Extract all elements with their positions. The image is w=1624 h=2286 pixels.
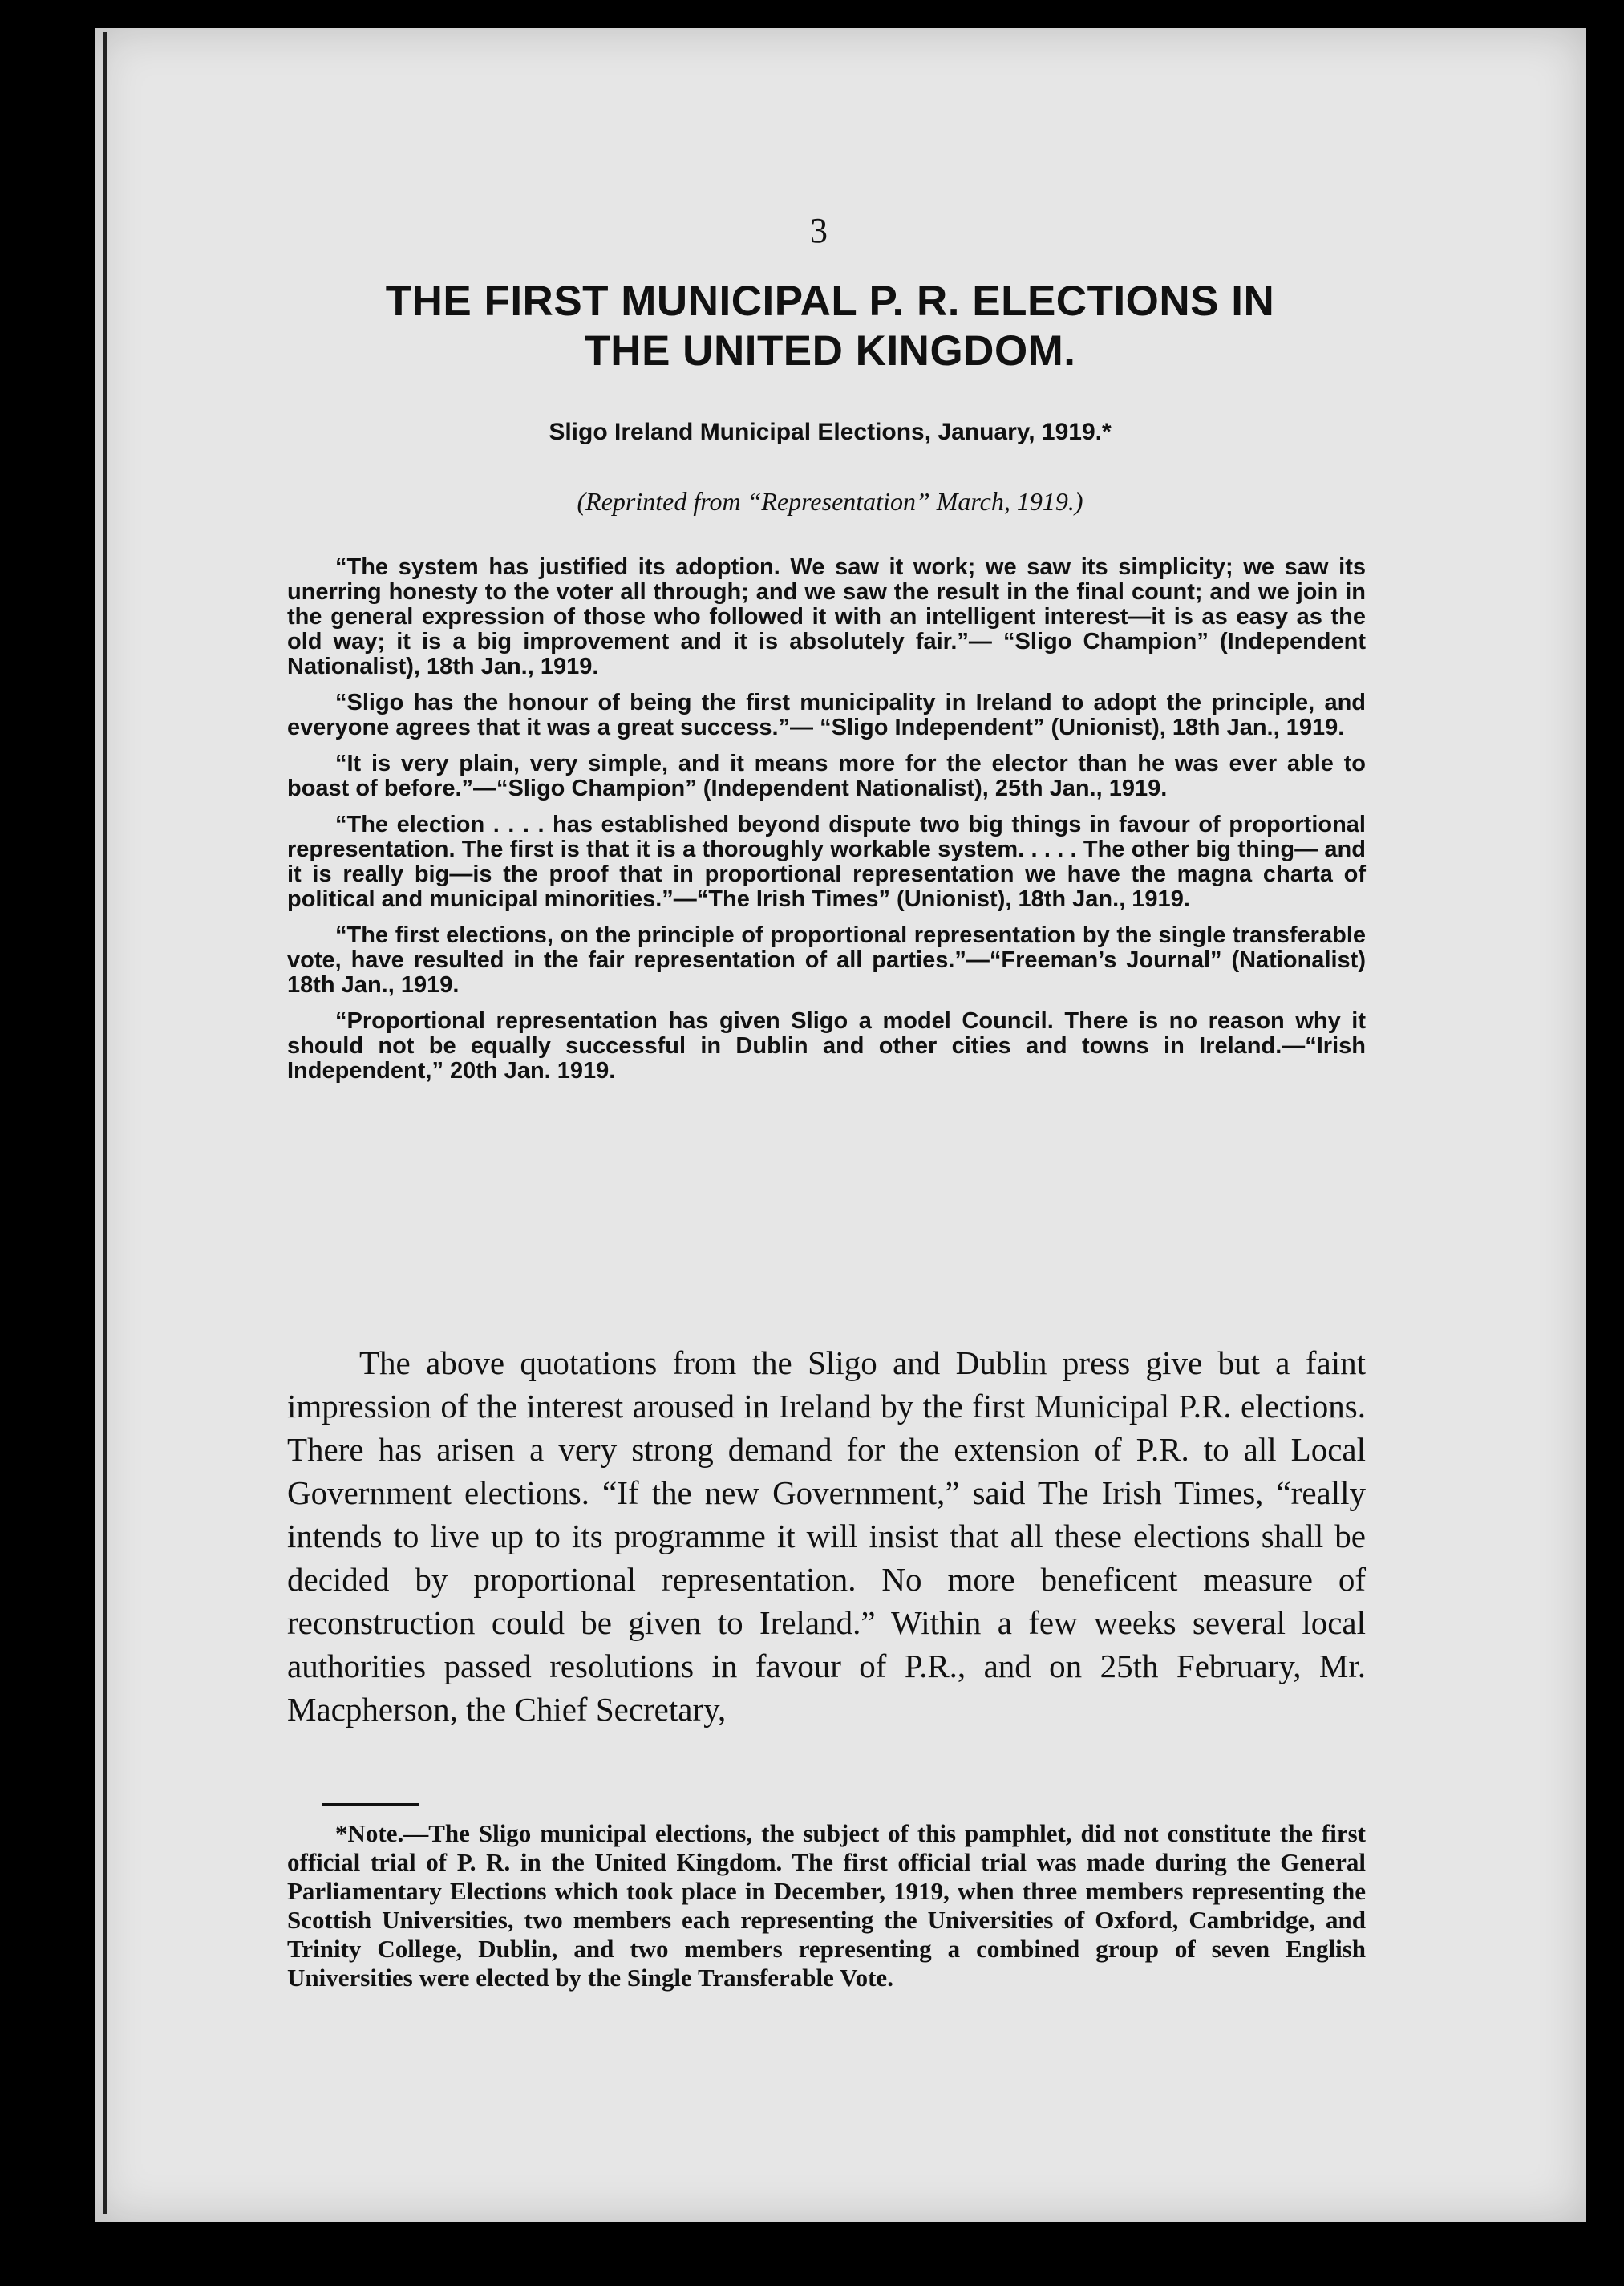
page-edge-rule bbox=[103, 32, 107, 2214]
quote-paragraph: “The first elections, on the principle of proportional representation by the single transferable vote, have resulted in the fair representation of all parties.”—“Freeman’s Journal” (Nationalist) 18th Jan., 1919. bbox=[287, 922, 1366, 998]
title-line-1: THE FIRST MUNICIPAL P. R. ELECTIONS IN bbox=[385, 278, 1275, 325]
quote-paragraph: “The election . . . . has established beyond dispute two big things in favour of proportional representation. The first is that it is a thoroughly workable system. . . . . The other big thing— and it is really big—is the proof that in proportional representation we have the magna charta of political and municipal minorities.”—“The Irish Times” (Unionist), 18th Jan., 1919. bbox=[287, 812, 1366, 912]
quote-paragraph: “Proportional representation has given Sligo a model Council. There is no reason why it should not be equally successful in Dublin and other cities and towns in Ireland.—“Irish Independent,” 20th Jan. 1919. bbox=[287, 1008, 1366, 1084]
page-number: 3 bbox=[810, 211, 828, 250]
footnote-text: *Note.—The Sligo municipal elections, the subject of this pamphlet, did not constitute the first official trial of P. R. in the United Kingdom. The first official trial was made during the General Parliamentary Elections which took place in December, 1919, when three members representing the Scottish Universities, two members each representing the Universities of Oxford, Cambridge, and Trinity College, Dublin, and two members representing a combined group of seven English Universities were elected by the Single Transferable Vote. bbox=[287, 1819, 1366, 1992]
body-paragraph bbox=[287, 1341, 1366, 1731]
page-title bbox=[241, 277, 1419, 376]
reprint-note: (Reprinted from “Representation” March, 1919.) bbox=[577, 487, 1083, 516]
body-text: The above quotations from the Sligo and Dublin press give but a faint impression of the interest aroused in Ireland by the first Municipal P.R. elections. There has arisen a very strong demand for the extension of P.R. to all Local Government elections. “If the new Government,” said The Irish Times, “really intends to live up to its programme it will insist that all these elections shall be decided by proportional representation. No more beneficent measure of reconstruction could be given to Ireland.” Within a few weeks several local authorities passed resolutions in favour of P.R., and on 25th February, Mr. Macpherson, the Chief Secretary, bbox=[287, 1344, 1366, 1728]
footnote bbox=[287, 1819, 1366, 1992]
quote-paragraph: “The system has justified its adoption. We saw it work; we saw its simplicity; we saw its unerring honesty to the voter all through; and we saw the result in the final count; and we join in the general expression of those who followed it with an intelligent interest—it is as easy as the old way; it is a big improvement and it is absolutely fair.”— “Sligo Champion” (Independent Nationalist), 18th Jan., 1919. bbox=[287, 554, 1366, 679]
quote-paragraph: “Sligo has the honour of being the first municipality in Ireland to adopt the principle, and everyone agrees that it was a great success.”— “Sligo Independent” (Unionist), 18th Jan., 1919. bbox=[287, 690, 1366, 740]
subtitle: Sligo Ireland Municipal Elections, January, 1919.* bbox=[549, 419, 1112, 445]
quote-paragraph: “It is very plain, very simple, and it means more for the elector than he was ever able to boast of before.”—“Sligo Champion” (Independent Nationalist), 25th Jan., 1919. bbox=[287, 751, 1366, 801]
press-quotes bbox=[287, 555, 1366, 1095]
footnote-divider bbox=[322, 1803, 419, 1806]
title-line-2: THE UNITED KINGDOM. bbox=[584, 327, 1076, 375]
